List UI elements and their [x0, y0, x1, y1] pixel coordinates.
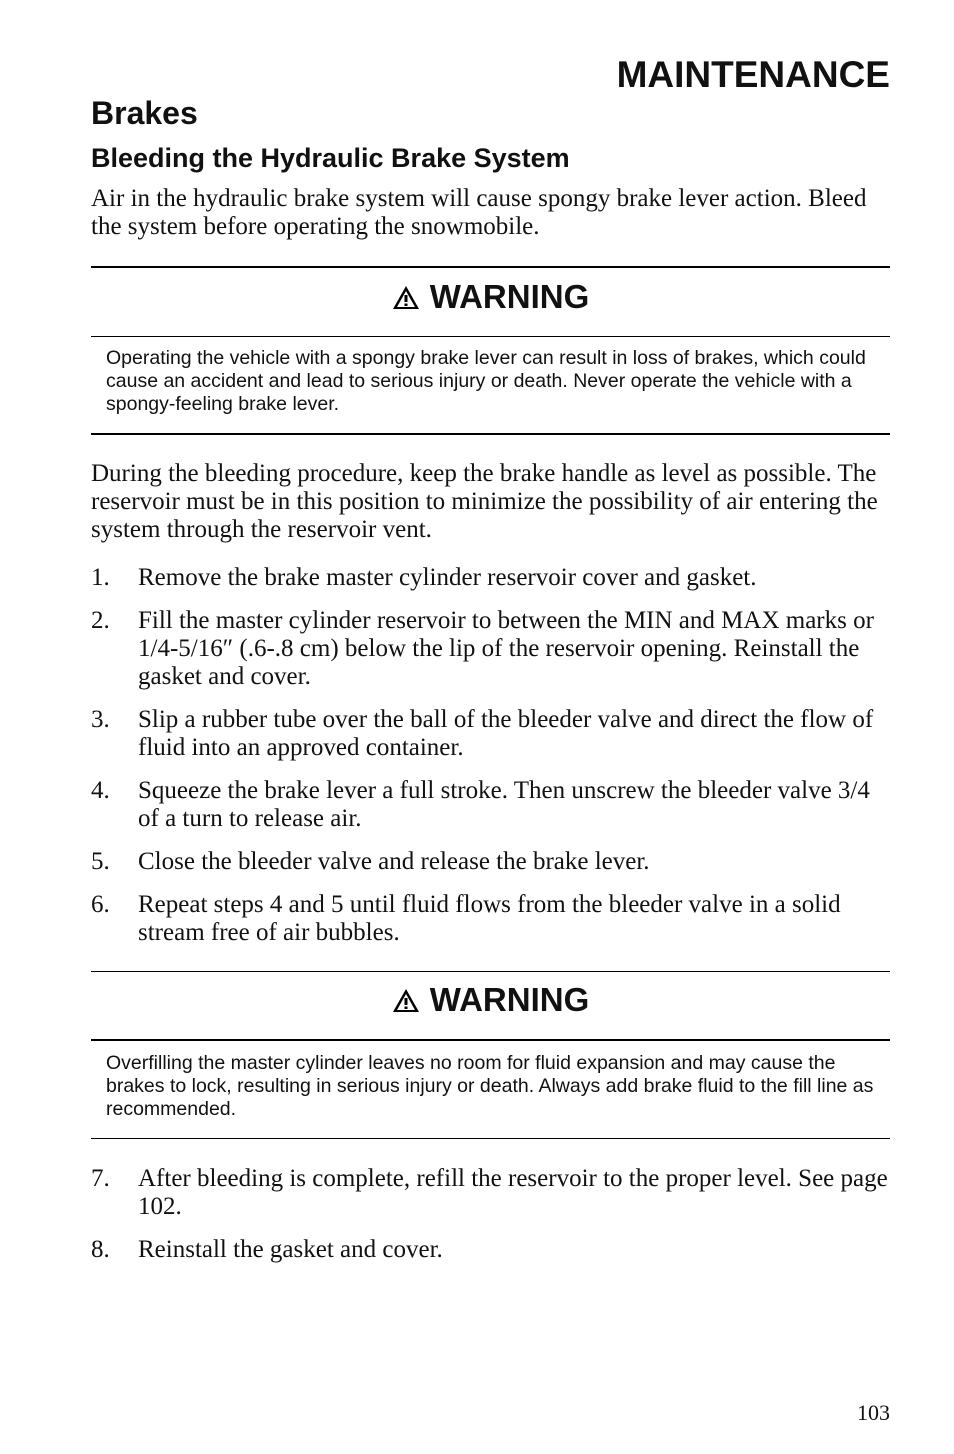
- list-item: [91, 607, 890, 691]
- warning-title-text: WARNING: [429, 278, 590, 315]
- step-number: 1.: [91, 564, 110, 591]
- step-text: Close the bleeder valve and release the brake lever.: [138, 848, 650, 875]
- warning-bottom-rule: [91, 1138, 890, 1139]
- step-text: Slip a rubber tube over the ball of the bleeder valve and direct the flow of fluid into an approved container.: [138, 706, 874, 761]
- procedure-paragraph: During the bleeding procedure, keep the brake handle as level as possible. The reservoir must be in this position to minimize the possibility of air entering the system through the reservoir vent.: [91, 460, 878, 543]
- section-title: MAINTENANCE: [616, 54, 890, 95]
- warning-divider: [91, 1039, 890, 1041]
- page-heading: Brakes: [91, 95, 198, 131]
- step-text: Reinstall the gasket and cover.: [138, 1236, 443, 1263]
- list-item: [91, 777, 890, 833]
- warning-title: [91, 278, 890, 316]
- step-number: 3.: [91, 706, 110, 733]
- step-text: Squeeze the brake lever a full stroke. Then unscrew the bleeder valve 3/4 of a turn to release air.: [138, 777, 870, 832]
- warning-text: Operating the vehicle with a spongy brake lever can result in loss of brakes, which could cause an accident and lead to serious injury or death. Never operate the vehicle with a spongy-feeling brake lever.: [106, 347, 866, 415]
- warning-top-rule: [91, 971, 890, 972]
- warning-title-text: WARNING: [429, 981, 590, 1018]
- warning-top-rule: [91, 266, 890, 268]
- step-text: Remove the brake master cylinder reservoir cover and gasket.: [138, 564, 757, 591]
- warning-text: Overfilling the master cylinder leaves no room for fluid expansion and may cause the brakes to lock, resulting in serious injury or death. Always add brake fluid to the fill line as recommended.: [106, 1052, 874, 1120]
- step-text: Fill the master cylinder reservoir to between the MIN and MAX marks or 1/4-5/16″ (.6-.8 cm) below the lip of the reservoir opening. Reinstall the gasket and cover.: [138, 607, 874, 690]
- warning-triangle-icon: [392, 284, 420, 310]
- step-text: Repeat steps 4 and 5 until fluid flows from the bleeder valve in a solid stream free of air bubbles.: [138, 891, 841, 946]
- list-item: [91, 891, 890, 947]
- warning-triangle-icon: [392, 987, 420, 1013]
- warning-title: [91, 981, 890, 1019]
- list-item: [91, 706, 890, 762]
- list-item: [91, 1165, 890, 1221]
- intro-paragraph: Air in the hydraulic brake system will cause spongy brake lever action. Bleed the system before operating the snowmobile.: [91, 185, 867, 240]
- subheading: Bleeding the Hydraulic Brake System: [91, 143, 570, 173]
- steps-list-b: [91, 1165, 890, 1279]
- step-number: 8.: [91, 1236, 110, 1263]
- warning-divider: [91, 336, 890, 337]
- step-text: After bleeding is complete, refill the reservoir to the proper level. See page 102.: [138, 1165, 888, 1220]
- steps-list-a: [91, 564, 890, 962]
- step-number: 6.: [91, 891, 110, 918]
- warning-bottom-rule: [91, 433, 890, 435]
- step-number: 5.: [91, 848, 110, 875]
- step-number: 2.: [91, 607, 110, 634]
- list-item: [91, 564, 890, 592]
- step-number: 4.: [91, 777, 110, 804]
- step-number: 7.: [91, 1165, 110, 1192]
- list-item: [91, 1236, 890, 1264]
- list-item: [91, 848, 890, 876]
- manual-page: [91, 0, 890, 1454]
- page-number: 103: [857, 1400, 890, 1425]
